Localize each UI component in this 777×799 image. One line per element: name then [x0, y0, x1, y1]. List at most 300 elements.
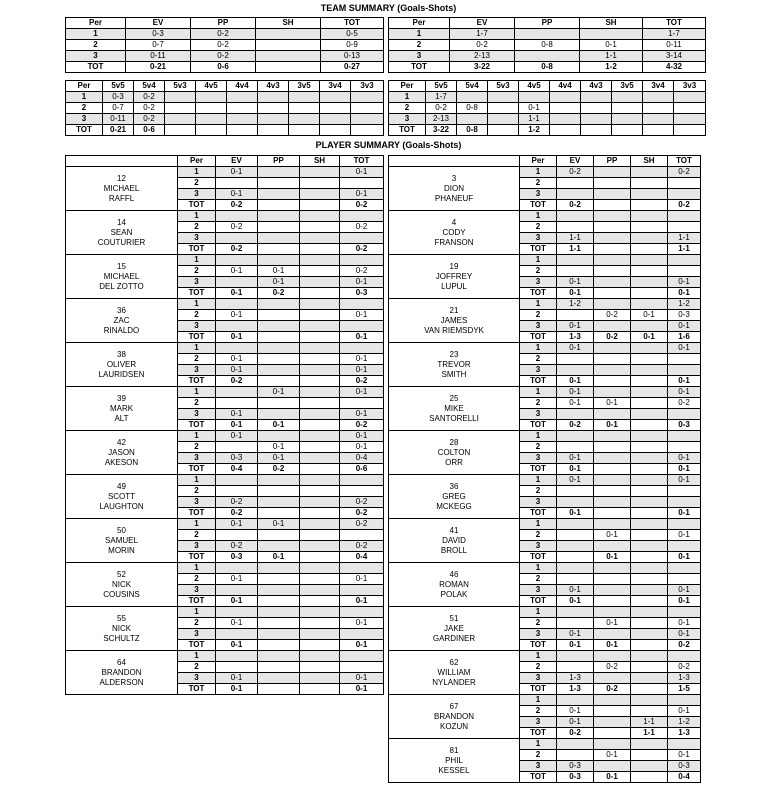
stat-cell: 0-1: [668, 453, 701, 464]
stat-cell: 2-13: [450, 51, 515, 62]
stat-cell: [216, 607, 258, 618]
player-name-cell: [389, 563, 520, 607]
stat-cell: 0-2: [216, 508, 258, 519]
stat-cell: [557, 618, 594, 629]
stat-cell: 0-2: [216, 541, 258, 552]
period-cell: 1: [520, 343, 557, 354]
stat-cell: [594, 706, 631, 717]
stat-cell: 0-1: [258, 387, 300, 398]
stat-cell: [340, 662, 384, 673]
stat-cell: [340, 475, 384, 486]
stat-cell: 0-1: [668, 618, 701, 629]
stat-cell: [594, 607, 631, 618]
stat-cell: [216, 398, 258, 409]
stat-cell: [631, 365, 668, 376]
period-cell: 3: [178, 453, 216, 464]
stat-cell: [631, 343, 668, 354]
stat-cell: [488, 103, 519, 114]
stat-cell: 0-1: [340, 277, 384, 288]
stat-cell: [340, 211, 384, 222]
stat-cell: [612, 125, 643, 136]
player-last-name: SANTORELLI: [429, 413, 479, 423]
stat-cell: [258, 530, 300, 541]
player-period-row: [66, 563, 384, 574]
column-header: 5v4: [134, 81, 165, 92]
stat-cell: [300, 541, 340, 552]
stat-cell: [557, 310, 594, 321]
player-number: 62: [449, 657, 459, 667]
stat-cell: [594, 497, 631, 508]
stat-cell: [340, 585, 384, 596]
stat-cell: [557, 354, 594, 365]
stat-cell: 0-1: [258, 552, 300, 563]
player-name-cell: [389, 431, 520, 475]
stat-cell: [631, 497, 668, 508]
stat-cell: [300, 299, 340, 310]
stat-cell: [557, 541, 594, 552]
stat-cell: [631, 673, 668, 684]
period-row: [66, 40, 384, 51]
period-cell: 1: [178, 563, 216, 574]
period-cell: 2: [520, 222, 557, 233]
stat-cell: [340, 607, 384, 618]
stat-cell: [557, 497, 594, 508]
stat-cell: [216, 442, 258, 453]
stat-cell: 0-1: [557, 596, 594, 607]
stat-cell: [300, 684, 340, 695]
column-header: SH: [631, 156, 668, 167]
player-number: 52: [117, 569, 126, 579]
period-cell: 3: [520, 321, 557, 332]
period-cell: 1: [520, 431, 557, 442]
stat-cell: [258, 497, 300, 508]
player-last-name: NYLANDER: [432, 677, 476, 687]
stat-cell: 0-1: [216, 519, 258, 530]
stat-cell: [340, 530, 384, 541]
stat-cell: [594, 211, 631, 222]
player-first-name: BRANDON: [433, 711, 474, 721]
stat-cell: 0-1: [258, 442, 300, 453]
stat-cell: [340, 343, 384, 354]
stat-cell: 0-2: [340, 222, 384, 233]
player-last-name: POLAK: [440, 589, 468, 599]
stat-cell: [515, 29, 580, 40]
period-row: [389, 92, 706, 103]
stat-cell: [557, 662, 594, 673]
period-cell: 3: [66, 114, 103, 125]
stat-cell: [300, 222, 340, 233]
player-name-cell: [389, 167, 520, 211]
stat-cell: [300, 398, 340, 409]
stat-cell: 0-2: [668, 167, 701, 178]
player-period-row: [389, 299, 701, 310]
player-period-row: [389, 519, 701, 530]
period-cell: TOT: [520, 288, 557, 299]
stat-cell: 0-1: [340, 354, 384, 365]
player-period-row: [389, 255, 701, 266]
stat-cell: 0-1: [557, 475, 594, 486]
column-header: 3v4: [643, 81, 674, 92]
stat-cell: [258, 486, 300, 497]
stat-cell: [557, 442, 594, 453]
period-cell: 2: [520, 442, 557, 453]
stat-cell: [216, 178, 258, 189]
column-header: PP: [594, 156, 631, 167]
column-header: 4v4: [550, 81, 581, 92]
stat-cell: [594, 343, 631, 354]
stat-cell: 0-1: [216, 288, 258, 299]
player-name-cell: [389, 343, 520, 387]
stat-cell: 1-2: [580, 62, 643, 73]
stat-cell: [631, 167, 668, 178]
stat-cell: [557, 178, 594, 189]
stat-cell: 0-2: [191, 40, 256, 51]
stat-cell: [594, 574, 631, 585]
header-row: [66, 81, 384, 92]
player-number: 23: [449, 349, 459, 359]
stat-cell: 0-1: [340, 167, 384, 178]
stat-cell: 1-3: [668, 673, 701, 684]
stat-cell: [631, 750, 668, 761]
stat-cell: [557, 431, 594, 442]
column-header: PP: [191, 18, 256, 29]
stat-cell: 0-1: [216, 574, 258, 585]
stat-cell: [289, 125, 320, 136]
player-number: 3: [451, 173, 457, 183]
period-cell: 2: [520, 618, 557, 629]
stat-cell: 0-3: [103, 92, 134, 103]
period-row: [389, 103, 706, 114]
header-row: [66, 18, 384, 29]
stat-cell: [631, 475, 668, 486]
period-cell: TOT: [520, 684, 557, 695]
column-header: EV: [126, 18, 191, 29]
stat-cell: [550, 103, 581, 114]
stat-cell: [300, 255, 340, 266]
stat-cell: 0-6: [340, 464, 384, 475]
stat-cell: 1-1: [668, 233, 701, 244]
player-period-row: [66, 651, 384, 662]
stat-cell: 0-1: [340, 673, 384, 684]
player-last-name: RAFFL: [108, 193, 135, 203]
player-period-row: [66, 519, 384, 530]
period-cell: 3: [178, 629, 216, 640]
stat-cell: 0-2: [668, 398, 701, 409]
stat-cell: 0-13: [321, 51, 384, 62]
stat-cell: [258, 574, 300, 585]
stat-cell: 0-1: [216, 332, 258, 343]
stat-cell: 0-2: [216, 244, 258, 255]
stat-cell: 0-1: [557, 464, 594, 475]
period-cell: 3: [520, 497, 557, 508]
stat-cell: 0-1: [668, 376, 701, 387]
column-header: 5v5: [426, 81, 457, 92]
stat-cell: 0-1: [580, 40, 643, 51]
period-cell: 1: [520, 651, 557, 662]
stat-cell: 0-1: [668, 552, 701, 563]
stat-cell: 0-1: [258, 453, 300, 464]
player-last-name: GARDINER: [432, 633, 476, 643]
stat-cell: 0-1: [668, 629, 701, 640]
stat-cell: [165, 103, 196, 114]
stat-cell: 0-2: [557, 167, 594, 178]
stat-cell: [557, 530, 594, 541]
stat-cell: [557, 651, 594, 662]
stat-cell: [258, 431, 300, 442]
period-cell: 2: [520, 574, 557, 585]
stat-cell: [631, 398, 668, 409]
column-header: 3v5: [612, 81, 643, 92]
stat-cell: [300, 211, 340, 222]
stat-cell: [227, 103, 258, 114]
stat-cell: [594, 288, 631, 299]
total-row: [389, 125, 706, 136]
period-cell: 3: [389, 114, 426, 125]
total-row: [389, 62, 706, 73]
stat-cell: 0-1: [258, 277, 300, 288]
stat-cell: [594, 200, 631, 211]
stat-cell: [258, 92, 289, 103]
period-cell: 1: [178, 255, 216, 266]
stat-cell: [216, 277, 258, 288]
stat-cell: [300, 596, 340, 607]
stat-cell: 1-1: [668, 244, 701, 255]
stat-cell: [594, 387, 631, 398]
stat-cell: [300, 662, 340, 673]
stat-cell: 0-1: [557, 629, 594, 640]
player-last-name: DEL ZOTTO: [99, 281, 144, 291]
stat-cell: [258, 585, 300, 596]
stat-cell: 0-2: [134, 92, 165, 103]
stat-cell: [196, 114, 227, 125]
period-cell: 1: [66, 92, 103, 103]
stat-cell: [668, 739, 701, 750]
stat-cell: 0-1: [557, 376, 594, 387]
period-cell: 2: [178, 266, 216, 277]
stat-cell: [258, 222, 300, 233]
player-number: 41: [449, 525, 459, 535]
player-last-name: FRANSON: [434, 237, 474, 247]
stat-cell: [668, 497, 701, 508]
stat-cell: [320, 125, 351, 136]
stat-cell: [227, 114, 258, 125]
player-name-cell: [66, 211, 178, 255]
stat-cell: [216, 387, 258, 398]
stat-cell: [594, 486, 631, 497]
period-cell: TOT: [520, 332, 557, 343]
period-cell: TOT: [178, 684, 216, 695]
stat-cell: 0-2: [340, 519, 384, 530]
stat-cell: [216, 299, 258, 310]
period-cell: 2: [389, 40, 450, 51]
header-row: [389, 81, 706, 92]
stat-cell: [594, 596, 631, 607]
stat-cell: [289, 114, 320, 125]
stat-cell: 0-1: [340, 431, 384, 442]
period-cell: 3: [520, 233, 557, 244]
player-summary-title: PLAYER SUMMARY (Goals-Shots): [315, 140, 462, 150]
stat-cell: 0-1: [594, 772, 631, 783]
player-first-name: MARK: [109, 403, 134, 413]
stat-cell: 0-1: [668, 387, 701, 398]
stat-cell: 4-32: [643, 62, 706, 73]
stat-cell: [300, 288, 340, 299]
period-cell: TOT: [389, 62, 450, 73]
stat-cell: 0-1: [668, 475, 701, 486]
stat-cell: [668, 211, 701, 222]
stat-cell: [340, 299, 384, 310]
period-cell: 1: [178, 519, 216, 530]
stat-cell: [594, 508, 631, 519]
stat-cell: [300, 354, 340, 365]
stat-cell: [258, 563, 300, 574]
player-header-blank: [66, 156, 178, 167]
stat-cell: [515, 51, 580, 62]
stat-cell: 0-2: [557, 420, 594, 431]
stat-cell: [351, 103, 384, 114]
stat-cell: 0-1: [216, 354, 258, 365]
stat-cell: 0-11: [126, 51, 191, 62]
stat-cell: 0-1: [216, 596, 258, 607]
stat-cell: [196, 103, 227, 114]
stat-cell: 0-2: [340, 244, 384, 255]
stat-cell: 0-1: [216, 420, 258, 431]
period-cell: 1: [389, 92, 426, 103]
player-first-name: SAMUEL: [105, 535, 138, 545]
stat-cell: [631, 442, 668, 453]
stat-cell: 1-3: [557, 684, 594, 695]
stat-cell: 0-2: [216, 222, 258, 233]
period-cell: 3: [178, 585, 216, 596]
stat-cell: [300, 442, 340, 453]
stat-cell: [631, 739, 668, 750]
stat-cell: [631, 684, 668, 695]
period-cell: 2: [178, 530, 216, 541]
stat-cell: [258, 640, 300, 651]
stat-cell: [216, 321, 258, 332]
stat-cell: [594, 233, 631, 244]
player-first-name: OLIVER: [106, 359, 137, 369]
period-cell: 3: [66, 51, 126, 62]
stat-cell: 3-14: [643, 51, 706, 62]
column-header: 3v5: [289, 81, 320, 92]
stat-cell: [668, 442, 701, 453]
period-cell: 2: [178, 618, 216, 629]
stat-cell: [594, 189, 631, 200]
player-name-cell: [389, 607, 520, 651]
period-cell: TOT: [178, 464, 216, 475]
stat-cell: [557, 574, 594, 585]
period-cell: TOT: [520, 596, 557, 607]
stat-cell: 3-22: [426, 125, 457, 136]
stat-cell: 0-2: [594, 662, 631, 673]
stat-cell: 0-6: [134, 125, 165, 136]
stat-cell: 0-3: [557, 772, 594, 783]
stat-cell: 0-1: [216, 684, 258, 695]
stat-cell: [258, 673, 300, 684]
stat-cell: [557, 519, 594, 530]
player-name-cell: [66, 299, 178, 343]
player-number: 25: [449, 393, 459, 403]
player-first-name: DION: [444, 183, 464, 193]
period-row: [66, 114, 384, 125]
period-cell: 1: [178, 431, 216, 442]
column-header: 5v3: [165, 81, 196, 92]
stat-cell: [256, 29, 321, 40]
stat-cell: [300, 387, 340, 398]
stat-cell: [631, 321, 668, 332]
player-period-row: [389, 431, 701, 442]
period-cell: 3: [389, 51, 450, 62]
stat-cell: 0-1: [557, 508, 594, 519]
stat-cell: 1-1: [631, 728, 668, 739]
column-header: 3v4: [320, 81, 351, 92]
stat-cell: [631, 486, 668, 497]
player-number: 14: [117, 217, 126, 227]
stat-cell: 0-2: [557, 728, 594, 739]
stat-cell: [320, 114, 351, 125]
player-name-cell: [389, 211, 520, 255]
total-row: [66, 62, 384, 73]
period-cell: 2: [178, 178, 216, 189]
stat-cell: [258, 475, 300, 486]
player-first-name: JAMES: [440, 315, 468, 325]
period-cell: 1: [178, 607, 216, 618]
player-name-cell: [66, 563, 178, 607]
stat-cell: [258, 541, 300, 552]
stat-cell: [581, 92, 612, 103]
player-period-row: [66, 475, 384, 486]
stat-cell: 0-1: [340, 189, 384, 200]
stat-cell: [581, 125, 612, 136]
stat-cell: 0-1: [557, 288, 594, 299]
stat-cell: 0-1: [216, 310, 258, 321]
period-cell: 2: [520, 354, 557, 365]
stat-cell: [216, 662, 258, 673]
column-header: 4v5: [196, 81, 227, 92]
stat-cell: 0-2: [594, 332, 631, 343]
stat-cell: 0-3: [216, 453, 258, 464]
period-cell: 2: [520, 486, 557, 497]
stat-cell: 0-2: [258, 288, 300, 299]
stat-cell: 0-8: [515, 62, 580, 73]
stat-cell: 0-1: [594, 420, 631, 431]
stat-cell: 0-2: [191, 51, 256, 62]
stat-cell: 0-1: [216, 409, 258, 420]
stat-cell: [557, 222, 594, 233]
stat-cell: [631, 706, 668, 717]
player-period-row: [389, 167, 701, 178]
player-name-cell: [66, 651, 178, 695]
stat-cell: 0-1: [216, 266, 258, 277]
column-header: PP: [258, 156, 300, 167]
period-cell: 2: [178, 222, 216, 233]
period-cell: TOT: [389, 125, 426, 136]
stat-cell: 0-2: [134, 103, 165, 114]
stat-cell: [258, 189, 300, 200]
period-cell: 2: [178, 310, 216, 321]
stat-cell: [631, 574, 668, 585]
stat-cell: [631, 409, 668, 420]
stat-cell: [216, 530, 258, 541]
player-last-name: MCKEGG: [436, 501, 472, 511]
stat-cell: 0-1: [258, 266, 300, 277]
player-number: 21: [449, 305, 459, 315]
period-cell: TOT: [520, 244, 557, 255]
stat-cell: [557, 486, 594, 497]
stat-cell: 0-1: [557, 453, 594, 464]
stat-cell: 1-5: [668, 684, 701, 695]
